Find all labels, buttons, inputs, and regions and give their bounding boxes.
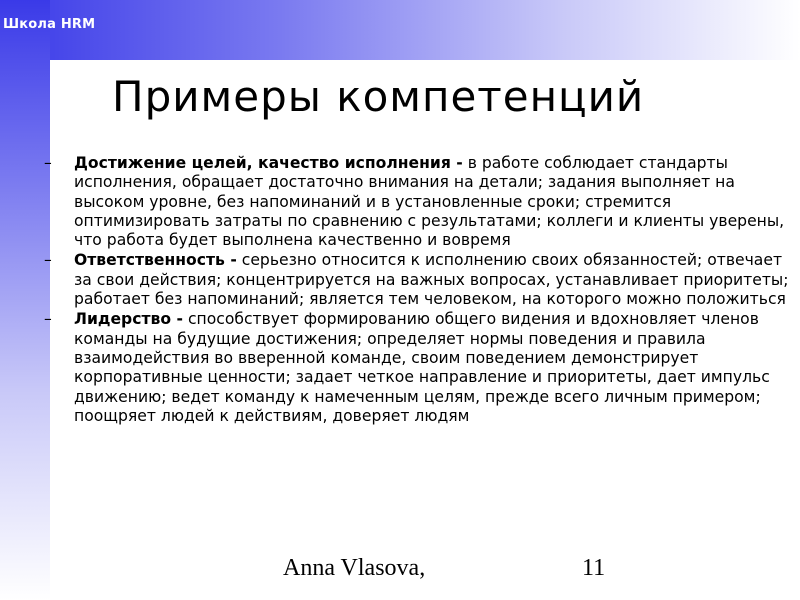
- competency-item-leadership: [44, 310, 792, 426]
- left-gradient-band: [0, 0, 50, 600]
- header-gradient-band: [0, 0, 800, 60]
- slide-title: Примеры компетенций: [112, 72, 645, 121]
- bullet-dash: –: [44, 310, 52, 329]
- competency-list: [44, 154, 792, 427]
- bullet-dash: –: [44, 251, 52, 270]
- competency-item-responsibility: [44, 251, 792, 309]
- competency-description: серьезно относится к исполнению своих обязанностей; отвечает за свои действия; концентрируется на важных вопросах, устанавливает приоритеты; работает без напоминаний; является тем человеком, на которого можно положиться: [74, 251, 789, 309]
- brand-label: Школа HRM: [3, 17, 96, 32]
- competency-description: способствует формированию общего видения и вдохновляет членов команды на будущие достижения; определяет нормы поведения и правила взаимодействия во вверенной команде, своим поведением демонстрирует корпоративные ценности; задает четкое направление и приоритеты, дает импульс движению; ведет команду к намеченным целям, прежде всего личным примером; поощряет людей к действиям, доверяет людям: [74, 310, 770, 425]
- bullet-dash: –: [44, 154, 52, 172]
- footer-author: Anna Vlasova,: [283, 555, 426, 581]
- page-number: 11: [582, 555, 606, 581]
- competency-heading: Лидерство -: [74, 310, 183, 329]
- competency-description: в работе соблюдает стандарты исполнения, обращает достаточно внимания на детали; задания выполняет на высоком уровне, без напоминаний и в установленные сроки; стремится оптимизировать затраты по сравнению с результатами; коллеги и клиенты уверены, что работа будет выполнена качественно и вовремя: [74, 154, 785, 250]
- competency-item-goals: [44, 154, 792, 250]
- competency-heading: Ответственность -: [74, 251, 237, 270]
- competency-heading: Достижение целей, качество исполнения -: [74, 154, 463, 172]
